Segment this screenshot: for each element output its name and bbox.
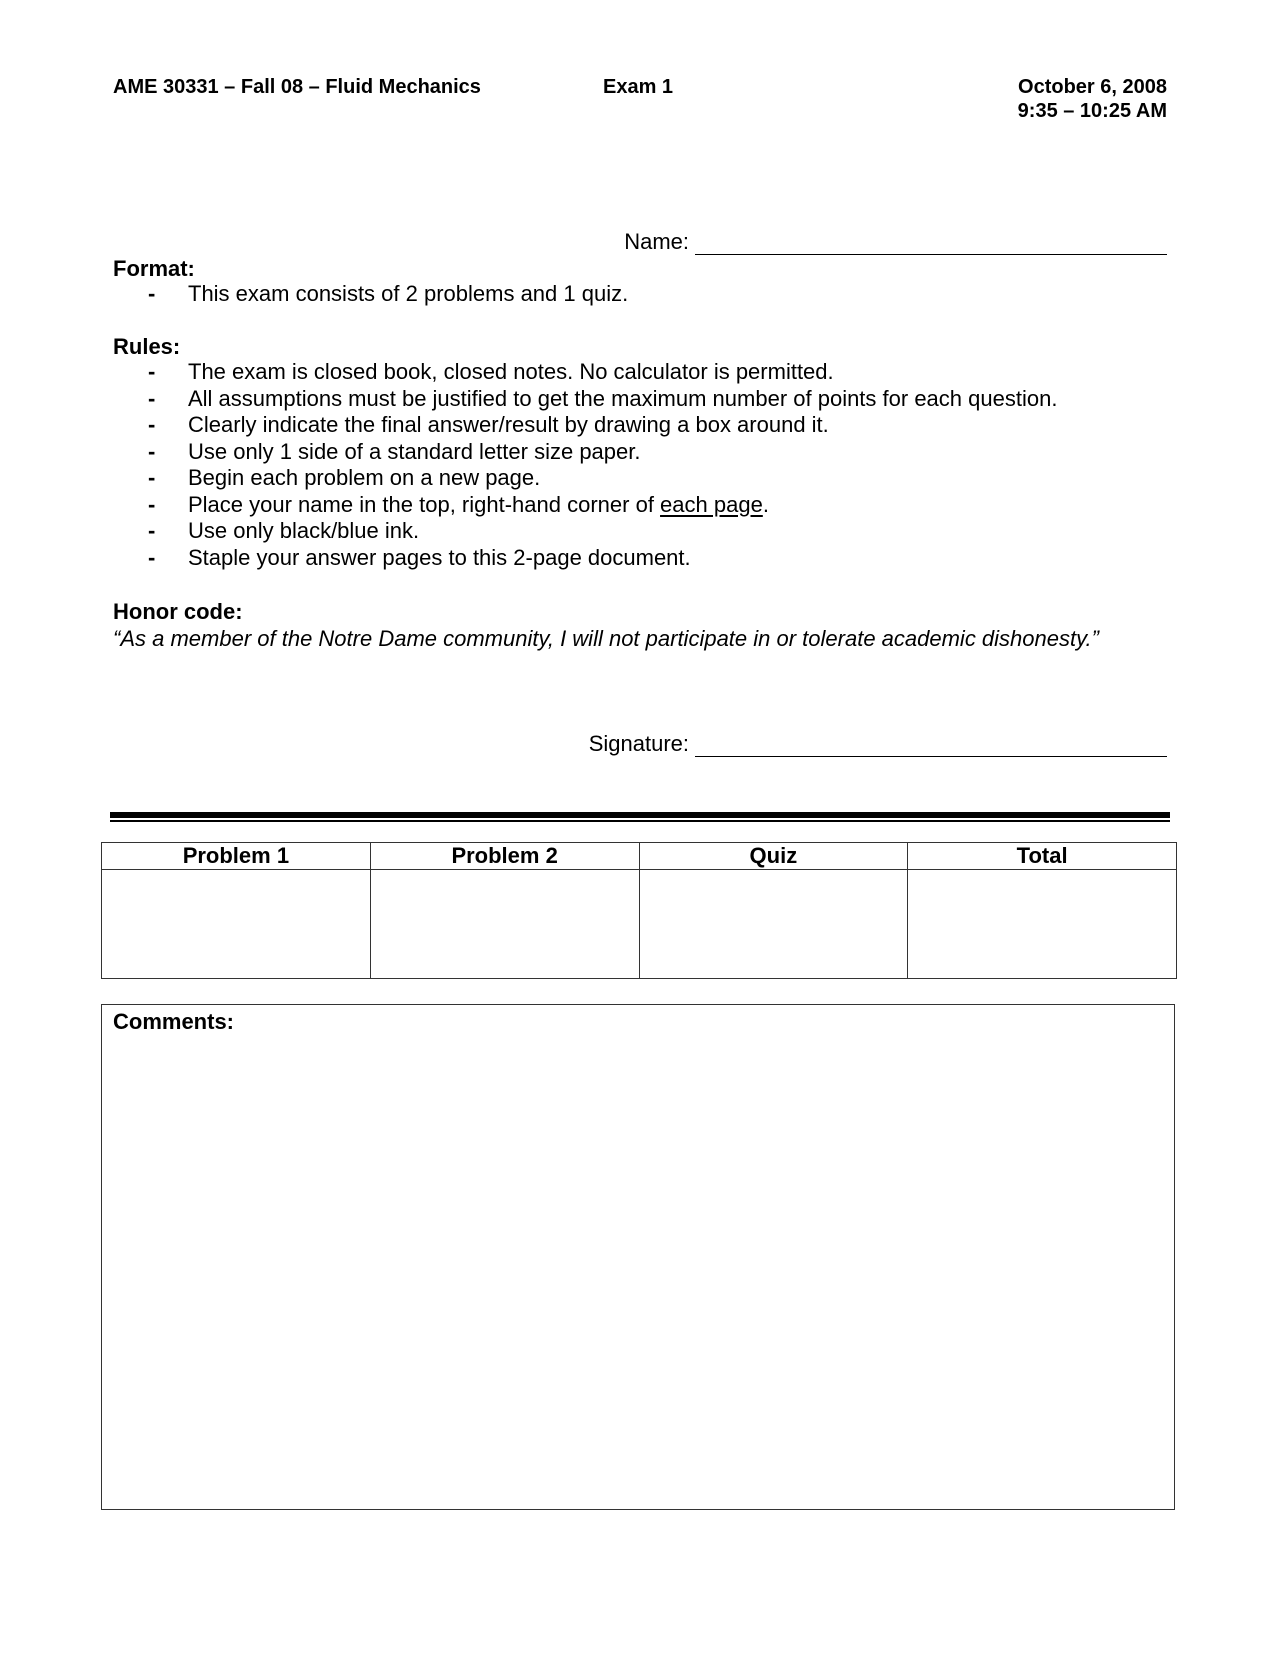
thin-divider <box>110 820 1170 822</box>
signature-field[interactable] <box>589 731 1167 757</box>
dash-bullet: - <box>148 518 156 543</box>
each-page-emphasis: each page <box>660 491 763 517</box>
dash-bullet: - <box>148 465 156 490</box>
thick-divider <box>110 812 1170 818</box>
rules-list <box>148 359 1057 571</box>
problem-1-score-cell[interactable] <box>102 870 371 979</box>
signature-label: Signature: <box>588 731 689 756</box>
dash-bullet: - <box>148 438 156 464</box>
list-item: - Clearly indicate the final answer/result by drawing a box around it. <box>148 412 829 437</box>
format-heading: Format: <box>113 256 195 281</box>
dash-bullet: - <box>148 359 156 384</box>
score-entry-row <box>102 870 1177 979</box>
format-list <box>148 281 628 308</box>
problem-2-score-cell[interactable] <box>370 870 639 979</box>
list-item: - The exam is closed book, closed notes. No calculator is permitted. <box>148 359 834 384</box>
list-item: - Begin each problem on a new page. <box>148 465 541 490</box>
exam-time: 9:35 – 10:25 AM <box>1017 100 1167 122</box>
dash-bullet: - <box>148 385 156 411</box>
total-header: Total <box>908 843 1177 870</box>
exam-title: Exam 1 <box>603 76 674 98</box>
rules-heading: Rules: <box>113 334 181 359</box>
honor-code-text: “As a member of the Notre Dame community, I will not participate in or tolerate academic dishonesty.” <box>113 626 1099 651</box>
exam-date: October 6, 2008 <box>1018 76 1167 98</box>
dash-bullet: - <box>148 491 156 517</box>
problem-2-header: Problem 2 <box>370 843 639 870</box>
list-item: - All assumptions must be justified to get the maximum number of points for each question. <box>148 385 1058 411</box>
list-item: - Use only black/blue ink. <box>148 518 420 543</box>
signature-line[interactable] <box>695 732 1167 757</box>
comments-box[interactable] <box>101 1004 1175 1510</box>
dash-bullet: - <box>148 544 156 570</box>
quiz-header: Quiz <box>639 843 908 870</box>
list-item: - Use only 1 side of a standard letter size paper. <box>148 438 641 464</box>
comments-label: Comments: <box>113 1009 235 1034</box>
score-table <box>101 842 1177 979</box>
list-item: - Staple your answer pages to this 2-page document. <box>148 544 691 570</box>
problem-1-header: Problem 1 <box>102 843 371 870</box>
course-title: AME 30331 – Fall 08 – Fluid Mechanics <box>113 76 481 98</box>
dash-bullet: - <box>148 412 156 437</box>
name-label: Name: <box>624 229 689 254</box>
quiz-score-cell[interactable] <box>639 870 908 979</box>
score-header-row <box>102 843 1177 870</box>
name-field[interactable] <box>624 229 1167 255</box>
list-item: - Place your name in the top, right-hand corner of each page. <box>148 491 769 517</box>
list-item: - This exam consists of 2 problems and 1 quiz. <box>148 281 629 306</box>
dash-bullet: - <box>148 281 156 306</box>
honor-code-heading: Honor code: <box>113 599 243 624</box>
total-score-cell[interactable] <box>908 870 1177 979</box>
name-line[interactable] <box>695 230 1167 255</box>
